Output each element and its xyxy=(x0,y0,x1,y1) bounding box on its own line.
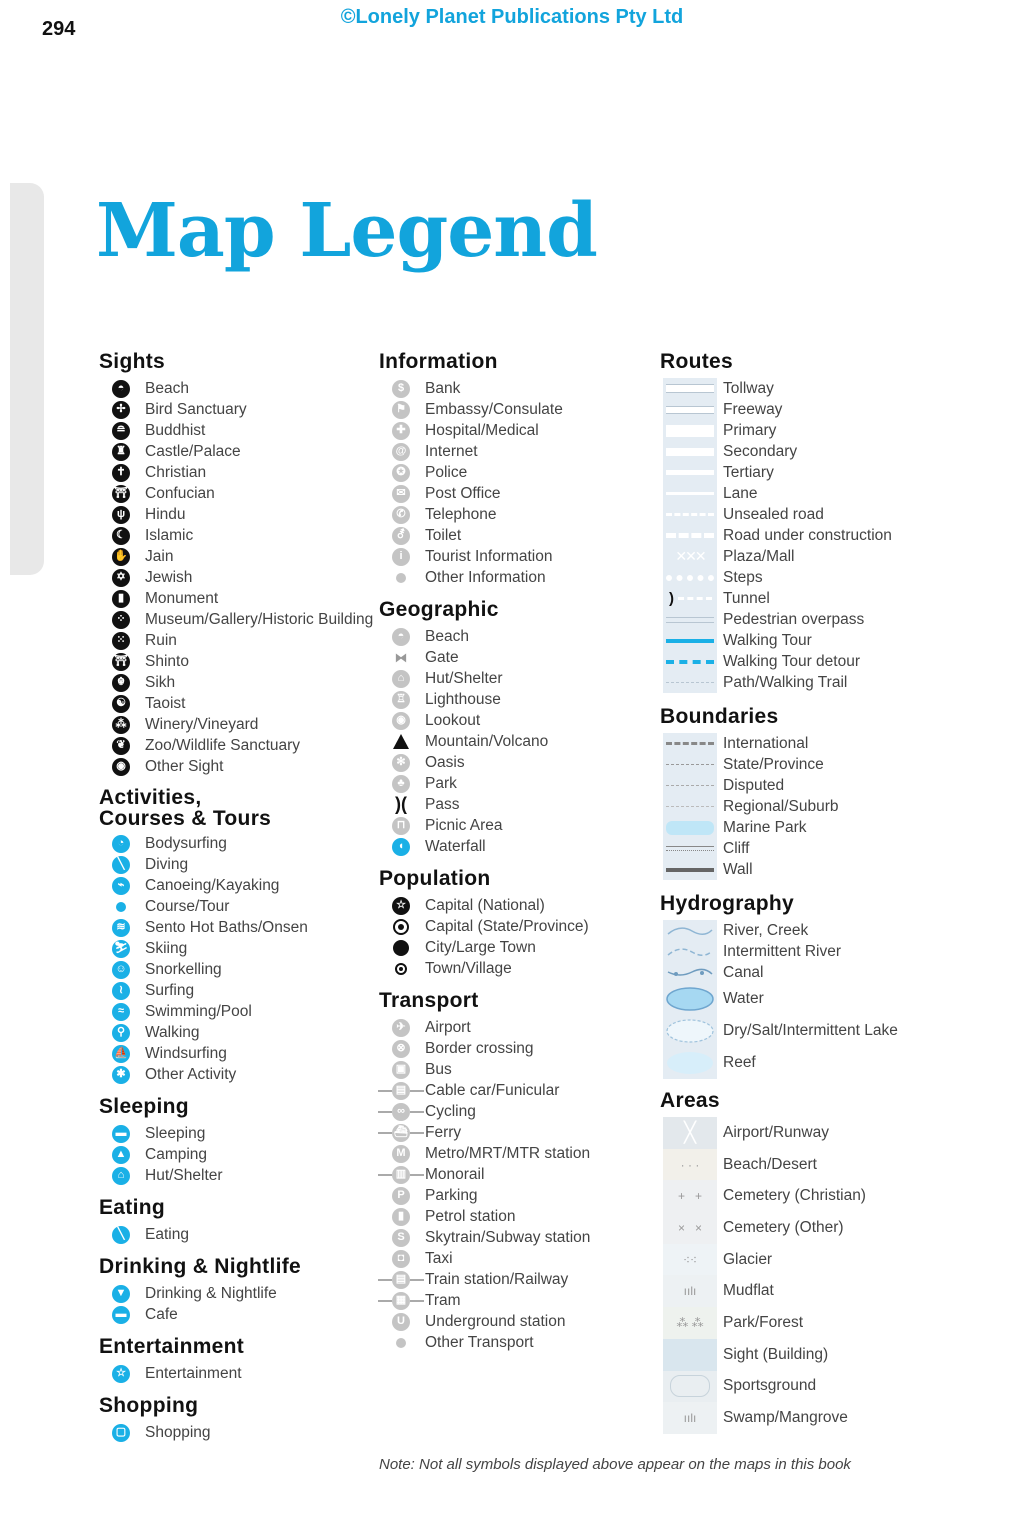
capital-ring-icon xyxy=(393,919,409,935)
water-icon xyxy=(665,986,715,1012)
legend-item: Water xyxy=(660,983,980,1015)
building-icon xyxy=(663,1339,717,1371)
onsen-icon: ≋ xyxy=(112,919,130,937)
legend-item: Walking Tour xyxy=(660,630,980,651)
windsurfing-icon: ⛵ xyxy=(112,1045,130,1063)
legend-item: @ Internet xyxy=(379,441,654,462)
legend-item: ⛩ Shinto xyxy=(99,651,369,672)
legend-item: Reef xyxy=(660,1047,980,1079)
legend-item: Primary xyxy=(660,420,980,441)
entertainment-heading: Entertainment xyxy=(99,1335,245,1358)
legend-item: )( Pass xyxy=(395,794,460,814)
transport-list xyxy=(379,1017,654,1353)
cross-icon: + + xyxy=(663,1180,717,1212)
legend-item: River, Creek xyxy=(660,920,980,941)
other-activity-icon: ✱ xyxy=(112,1066,130,1084)
legend-item: Other Information xyxy=(379,567,654,588)
tree-icon: ♣ xyxy=(392,775,410,793)
jain-icon: ✋ xyxy=(112,548,130,566)
buddhist-icon: ≘ xyxy=(112,422,130,440)
taxi-icon: ◘ xyxy=(392,1250,410,1268)
drinking-heading: Drinking & Nightlife xyxy=(99,1255,301,1278)
walking-icon: ⚲ xyxy=(112,1024,130,1042)
legend-item: Tertiary xyxy=(660,462,980,483)
eating-heading: Eating xyxy=(99,1196,165,1219)
legend-item: ▤ Train station/Railway xyxy=(379,1269,654,1290)
legend-item: ⛴ Ferry xyxy=(379,1122,654,1143)
routes-list xyxy=(660,378,980,693)
legend-item: Intermittent River xyxy=(660,941,980,962)
runway-icon: ╳ xyxy=(663,1117,717,1149)
waterfall-icon: ◖ xyxy=(392,838,410,856)
mail-icon: ✉ xyxy=(392,485,410,503)
river-icon xyxy=(666,924,714,938)
legend-item: ♜ Castle/Palace xyxy=(99,441,369,462)
islamic-icon: ☾ xyxy=(112,527,130,545)
legend-item: M Metro/MRT/MTR station xyxy=(379,1143,654,1164)
telephone-icon: ✆ xyxy=(392,506,410,524)
footnote: Note: Not all symbols displayed above appear on the maps in this book xyxy=(379,1456,851,1473)
zoo-icon: ❦ xyxy=(112,737,130,755)
page-title: Map Legend xyxy=(96,188,597,274)
legend-item: Dry/Salt/Intermittent Lake xyxy=(660,1015,980,1047)
legend-item: ✈ Airport xyxy=(379,1017,654,1038)
legend-item: U Underground station xyxy=(379,1311,654,1332)
legend-column-3 xyxy=(660,350,980,1434)
monument-icon: ▮ xyxy=(112,590,130,608)
legend-item: ╳ Airport/Runway xyxy=(660,1117,980,1149)
capital-star-icon: ☆ xyxy=(392,897,410,915)
legend-item: Course/Tour xyxy=(99,896,369,917)
legend-item: ⛵ Windsurfing xyxy=(99,1043,369,1064)
hut-icon: ⌂ xyxy=(392,670,410,688)
legend-item: Pedestrian overpass xyxy=(660,609,980,630)
legend-item: Cliff xyxy=(660,838,980,859)
bicycle-icon: ∞ xyxy=(378,1103,424,1121)
city-dot-icon xyxy=(393,940,409,956)
legend-item: Marine Park xyxy=(660,817,980,838)
lookout-icon: ◉ xyxy=(392,712,410,730)
areas-list xyxy=(660,1117,980,1434)
tram-icon: ▦ xyxy=(378,1292,424,1310)
jewish-icon: ✡ xyxy=(112,569,130,587)
sights-list xyxy=(99,378,374,777)
lighthouse-icon: ♖ xyxy=(392,691,410,709)
legend-item: ✻ Oasis xyxy=(379,752,654,773)
other-sight-icon: ◉ xyxy=(112,758,130,776)
legend-item: Road under construction xyxy=(660,525,980,546)
legend-item: ╲ Diving xyxy=(99,854,369,875)
geographic-heading: Geographic xyxy=(379,598,499,621)
gate-icon: ⧓ xyxy=(394,649,408,665)
star-icon: ☆ xyxy=(112,1365,130,1383)
activities-list xyxy=(99,833,369,1085)
swimming-icon: ≈ xyxy=(112,1003,130,1021)
copyright-notice: ©Lonely Planet Publications Pty Ltd xyxy=(340,6,684,28)
legend-item: ✢ Bird Sanctuary xyxy=(99,399,369,420)
legend-item: Walking Tour detour xyxy=(660,651,980,672)
boundaries-list xyxy=(660,733,980,880)
legend-item: Sportsground xyxy=(660,1371,980,1403)
skytrain-icon: S xyxy=(392,1229,410,1247)
snorkelling-icon: ☺ xyxy=(112,961,130,979)
legend-item: ⛩ Confucian xyxy=(99,483,369,504)
eating-icon: ╲ xyxy=(112,1226,130,1244)
monorail-icon: ▥ xyxy=(378,1166,424,1184)
internet-icon: @ xyxy=(392,443,410,461)
christian-icon: ✝ xyxy=(112,464,130,482)
legend-item: × × Cemetery (Other) xyxy=(660,1212,980,1244)
border-crossing-icon: ⊗ xyxy=(392,1040,410,1058)
x-mark-icon: × × xyxy=(663,1212,717,1244)
cup-icon: ▬ xyxy=(112,1306,130,1324)
shopping-heading: Shopping xyxy=(99,1394,199,1417)
legend-item: ıılı Swamp/Mangrove xyxy=(660,1402,980,1434)
legend-item: ☯ Taoist xyxy=(99,693,369,714)
legend-item: P Parking xyxy=(379,1185,654,1206)
legend-item: ▤ Cable car/Funicular xyxy=(379,1080,654,1101)
population-list xyxy=(379,895,654,979)
bird-icon: ✢ xyxy=(112,401,130,419)
castle-icon: ♜ xyxy=(112,443,130,461)
legend-item: ▦ Tram xyxy=(379,1290,654,1311)
legend-item: ≋ Sento Hot Baths/Onsen xyxy=(99,917,369,938)
sleeping-heading: Sleeping xyxy=(99,1095,189,1118)
cable-car-icon: ▤ xyxy=(378,1082,424,1100)
swamp-icon: ıılı xyxy=(663,1402,717,1434)
legend-item: Freeway xyxy=(660,399,980,420)
dot-icon xyxy=(396,573,406,583)
shinto-icon: ⛩ xyxy=(112,653,130,671)
legend-item: ❦ Zoo/Wildlife Sanctuary xyxy=(99,735,369,756)
legend-item: + + Cemetery (Christian) xyxy=(660,1180,980,1212)
legend-item: ≀ Surfing xyxy=(99,980,369,1001)
medical-cross-icon: ✚ xyxy=(392,422,410,440)
legend-item: Mountain/Volcano xyxy=(379,731,654,752)
legend-item: ✱ Other Activity xyxy=(99,1064,369,1085)
legend-item: ✆ Telephone xyxy=(379,504,654,525)
legend-item: ≈ Swimming/Pool xyxy=(99,1001,369,1022)
palm-tree-icon: ✻ xyxy=(392,754,410,772)
legend-item: ◓ Beach xyxy=(379,626,654,647)
hydrography-heading: Hydrography xyxy=(660,892,794,915)
legend-item: ≘ Buddhist xyxy=(99,420,369,441)
boundaries-heading: Boundaries xyxy=(660,705,779,728)
legend-item: ⌂ Hut/Shelter xyxy=(99,1165,369,1186)
legend-item: ▢ Shopping xyxy=(99,1422,369,1443)
legend-item: ◔ Bodysurfing xyxy=(99,833,369,854)
hut-icon: ⌂ xyxy=(112,1167,130,1185)
legend-item: ✉ Post Office xyxy=(379,483,654,504)
legend-item: ◓ Beach xyxy=(99,378,369,399)
information-list xyxy=(379,378,654,588)
legend-column-1 xyxy=(99,350,374,1443)
legend-item: ☬ Sikh xyxy=(99,672,369,693)
sikh-icon: ☬ xyxy=(112,674,130,692)
mudflat-icon: ıılı xyxy=(663,1275,717,1307)
desert-icon: · · · xyxy=(663,1149,717,1181)
legend-item: ▮ Petrol station xyxy=(379,1206,654,1227)
legend-item: ⊓ Picnic Area xyxy=(379,815,654,836)
legend-item: ⧓ Gate xyxy=(394,648,459,666)
legend-item: ⚑ Embassy/Consulate xyxy=(379,399,654,420)
legend-item: ▲ Camping xyxy=(99,1144,369,1165)
winery-icon: ⁂ xyxy=(112,716,130,734)
legend-item: $ Bank xyxy=(379,378,654,399)
legend-item: · · · Beach/Desert xyxy=(660,1149,980,1181)
dry-lake-icon xyxy=(665,1018,715,1044)
legend-item: Path/Walking Trail xyxy=(660,672,980,693)
hindu-icon: ψ xyxy=(112,506,130,524)
legend-item: ✚ Hospital/Medical xyxy=(379,420,654,441)
legend-item: ⚦ Toilet xyxy=(379,525,654,546)
information-heading: Information xyxy=(379,350,498,373)
legend-item: ⁂ Winery/Vineyard xyxy=(99,714,369,735)
areas-heading: Areas xyxy=(660,1089,720,1112)
airplane-icon: ✈ xyxy=(392,1019,410,1037)
legend-item: ◖ Waterfall xyxy=(379,836,654,857)
legend-item: Canal xyxy=(660,962,980,983)
legend-item: ✕✕✕ Plaza/Mall xyxy=(675,547,795,565)
tent-icon: ▲ xyxy=(112,1146,130,1164)
beach-icon: ◓ xyxy=(112,380,130,398)
geographic-list xyxy=(379,626,654,857)
legend-item: ☺ Snorkelling xyxy=(99,959,369,980)
legend-item: ♖ Lighthouse xyxy=(379,689,654,710)
legend-item: ⌂ Hut/Shelter xyxy=(379,668,654,689)
legend-item: Sight (Building) xyxy=(660,1339,980,1371)
legend-item: Wall xyxy=(660,859,980,880)
legend-item: ıılı Mudflat xyxy=(660,1275,980,1307)
legend-item: ⌁ Canoeing/Kayaking xyxy=(99,875,369,896)
routes-heading: Routes xyxy=(660,350,733,373)
legend-item: Unsealed road xyxy=(660,504,980,525)
bed-icon: ▬ xyxy=(112,1125,130,1143)
hydrography-list xyxy=(660,920,980,1079)
glacier-icon: ⁖⁖ xyxy=(663,1244,717,1276)
legend-item: ✋ Jain xyxy=(99,546,369,567)
bank-icon: $ xyxy=(392,380,410,398)
sleeping-list xyxy=(99,1123,369,1186)
legend-item: ◘ Taxi xyxy=(379,1248,654,1269)
legend-item: ◉ Other Sight xyxy=(99,756,369,777)
population-heading: Population xyxy=(379,867,491,890)
mountain-icon xyxy=(393,734,409,749)
shopping-icon: ▢ xyxy=(112,1424,130,1442)
legend-item: ✪ Police xyxy=(379,462,654,483)
legend-item: International xyxy=(660,733,980,754)
legend-item: i Tourist Information xyxy=(379,546,654,567)
transport-heading: Transport xyxy=(379,989,479,1012)
train-icon: ▤ xyxy=(378,1271,424,1289)
sportsground-icon xyxy=(663,1371,717,1403)
side-tab xyxy=(10,183,44,575)
petrol-icon: ▮ xyxy=(392,1208,410,1226)
metro-icon: M xyxy=(392,1145,410,1163)
toilet-icon: ⚦ xyxy=(392,527,410,545)
legend-item: Regional/Suburb xyxy=(660,796,980,817)
legend-item: ⛷ Skiing xyxy=(99,938,369,959)
legend-item: ⁂ ⁂ Park/Forest xyxy=(660,1307,980,1339)
canal-icon xyxy=(666,966,714,980)
legend-item: Lane xyxy=(660,483,980,504)
legend-item: ψ Hindu xyxy=(99,504,369,525)
parking-icon: P xyxy=(392,1187,410,1205)
legend-item: ⁖⁖ Glacier xyxy=(660,1244,980,1276)
legend-item: ♣ Park xyxy=(379,773,654,794)
legend-item: ✡ Jewish xyxy=(99,567,369,588)
museum-icon: ⁘ xyxy=(112,611,130,629)
course-icon xyxy=(116,902,126,912)
glass-icon: ▼ xyxy=(112,1285,130,1303)
bodysurfing-icon: ◔ xyxy=(112,835,130,853)
legend-item: ▼ Drinking & Nightlife xyxy=(99,1283,369,1304)
legend-item: State/Province xyxy=(660,754,980,775)
beach-icon: ◓ xyxy=(392,628,410,646)
page-number: 294 xyxy=(42,18,76,40)
legend-item: Other Transport xyxy=(379,1332,654,1353)
bus-icon: ▣ xyxy=(392,1061,410,1079)
intermittent-river-icon xyxy=(666,945,714,959)
legend-item: S Skytrain/Subway station xyxy=(379,1227,654,1248)
legend-item: ◉ Lookout xyxy=(379,710,654,731)
legend-item: ☆ Capital (National) xyxy=(379,895,654,916)
legend-item: ▥ Monorail xyxy=(379,1164,654,1185)
legend-item: Tollway xyxy=(660,378,980,399)
reef-icon xyxy=(665,1050,715,1076)
legend-item: ⁙ Ruin xyxy=(99,630,369,651)
taoist-icon: ☯ xyxy=(112,695,130,713)
sights-heading: Sights xyxy=(99,350,165,373)
skiing-icon: ⛷ xyxy=(112,940,130,958)
confucian-icon: ⛩ xyxy=(112,485,130,503)
forest-icon: ⁂ ⁂ xyxy=(663,1307,717,1339)
pass-icon: )( xyxy=(395,794,407,814)
legend-item: ⊗ Border crossing xyxy=(379,1038,654,1059)
legend-item: Disputed xyxy=(660,775,980,796)
legend-item: ∞ Cycling xyxy=(379,1101,654,1122)
legend-item: ⚲ Walking xyxy=(99,1022,369,1043)
legend-item: Capital (State/Province) xyxy=(379,916,654,937)
legend-item: ☆ Entertainment xyxy=(99,1363,369,1384)
diving-icon: ╲ xyxy=(112,856,130,874)
surfing-icon: ≀ xyxy=(112,982,130,1000)
legend-item: ⁘ Museum/Gallery/Historic Building xyxy=(99,609,369,630)
activities-heading: Activities, Courses & Tours xyxy=(99,786,272,830)
town-dot-icon xyxy=(395,963,407,975)
ferry-icon: ⛴ xyxy=(378,1124,424,1142)
underground-icon: U xyxy=(392,1313,410,1331)
info-icon: i xyxy=(392,548,410,566)
legend-item: Town/Village xyxy=(379,958,654,979)
flag-icon: ⚑ xyxy=(392,401,410,419)
legend-item: ▣ Bus xyxy=(379,1059,654,1080)
legend-item: ▬ Sleeping xyxy=(99,1123,369,1144)
legend-item: Steps xyxy=(660,567,980,588)
legend-item: ) Tunnel xyxy=(669,589,770,607)
canoeing-icon: ⌁ xyxy=(112,877,130,895)
legend-item: ☾ Islamic xyxy=(99,525,369,546)
ruin-icon: ⁙ xyxy=(112,632,130,650)
legend-item: ▬ Cafe xyxy=(99,1304,369,1325)
legend-item: ╲ Eating xyxy=(99,1224,369,1245)
legend-item: Secondary xyxy=(660,441,980,462)
legend-item: ✝ Christian xyxy=(99,462,369,483)
police-icon: ✪ xyxy=(392,464,410,482)
legend-item: ▮ Monument xyxy=(99,588,369,609)
legend-column-2 xyxy=(379,350,654,1353)
dot-icon xyxy=(396,1338,406,1348)
legend-item: City/Large Town xyxy=(379,937,654,958)
picnic-icon: ⊓ xyxy=(392,817,410,835)
